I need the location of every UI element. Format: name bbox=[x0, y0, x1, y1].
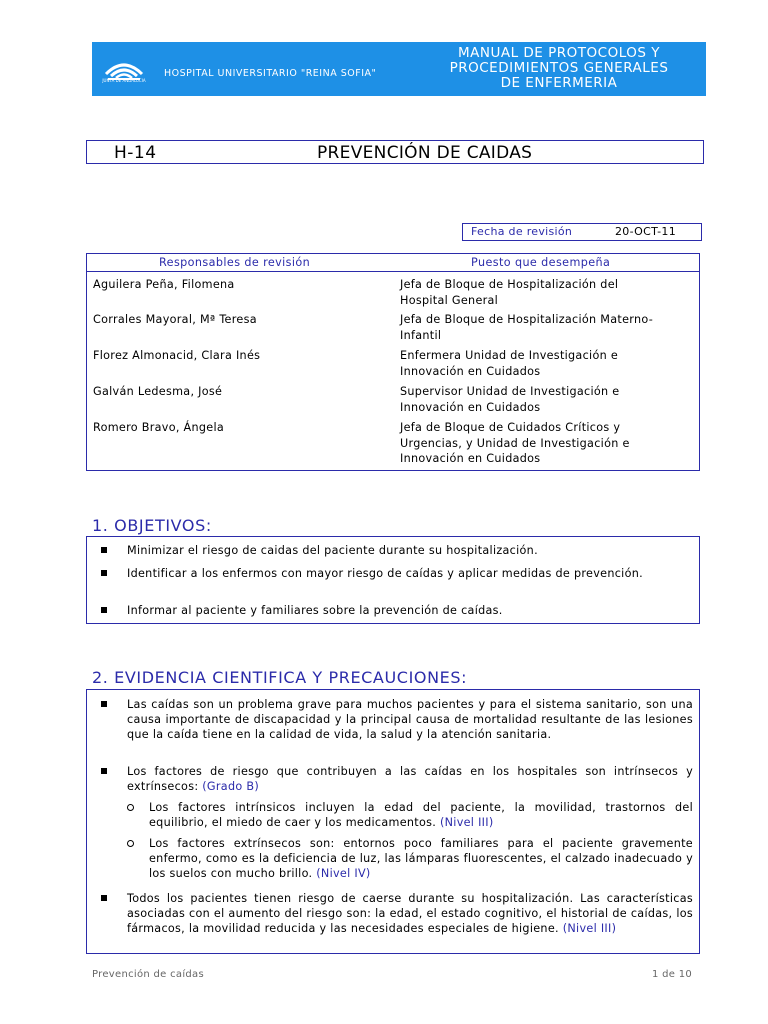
header-responsables: Responsables de revisión bbox=[159, 256, 311, 269]
list-item: Informar al paciente y familiares sobre la prevención de caídas. bbox=[127, 604, 503, 617]
bullet-icon bbox=[101, 701, 107, 707]
row-position: Jefa de Bloque de Hospitalización Materno- Infantil bbox=[400, 313, 654, 342]
page-title: PREVENCIÓN DE CAIDAS bbox=[317, 143, 533, 163]
document-title-box bbox=[86, 140, 704, 164]
table-divider bbox=[87, 271, 699, 272]
revision-label: Fecha de revisión bbox=[471, 225, 573, 238]
list-item: Todos los pacientes tienen riesgo de caerse durante su hospitalización. Las características asociadas con el aumento del riesgo son: la edad, el estado cognitivo, el historial de caídas, los fármacos, la movilidad reducida y las necesidades especiales de higiene. (Nivel III) bbox=[127, 892, 693, 936]
row-name: Aguilera Peña, Filomena bbox=[93, 278, 235, 291]
hospital-name: HOSPITAL UNIVERSITARIO "REINA SOFIA" bbox=[164, 68, 377, 79]
page-number: 1 de 10 bbox=[652, 969, 693, 980]
section-title-objetivos: 1. OBJETIVOS: bbox=[92, 516, 212, 535]
row-position: Supervisor Unidad de Investigación e Innovación en Cuidados bbox=[400, 385, 620, 414]
bullet-icon bbox=[101, 895, 107, 901]
revision-date: 20-OCT-11 bbox=[615, 225, 676, 238]
evidence-grade: (Grado B) bbox=[202, 780, 259, 794]
bullet-icon bbox=[101, 607, 107, 613]
bullet-icon bbox=[101, 547, 107, 553]
responsables-table bbox=[86, 253, 700, 471]
revision-date-box bbox=[462, 223, 702, 241]
manual-title: MANUAL DE PROTOCOLOS Y PROCEDIMIENTOS GENERALES DE ENFERMERIA bbox=[449, 45, 669, 91]
list-item: Las caídas son un problema grave para muchos pacientes y para el sistema sanitario, son una causa importante de discapacidad y la principal causa de mortalidad resultante de las lesiones que la caída tiene en la calidad de vida, la salud y la atención sanitaria. bbox=[127, 698, 693, 742]
sub-bullet-icon bbox=[127, 840, 134, 847]
list-item: Minimizar el riesgo de caidas del paciente durante su hospitalización. bbox=[127, 544, 538, 557]
evidence-level: (Nivel III) bbox=[562, 922, 617, 936]
section-title-evidencia: 2. EVIDENCIA CIENTIFICA Y PRECAUCIONES: bbox=[92, 668, 468, 687]
row-name: Galván Ledesma, José bbox=[93, 385, 223, 398]
header-banner bbox=[92, 42, 706, 96]
row-position: Jefa de Bloque de Hospitalización del Hospital General bbox=[400, 278, 619, 307]
row-name: Romero Bravo, Ángela bbox=[93, 421, 225, 434]
footer-title: Prevención de caídas bbox=[92, 969, 204, 980]
evidence-level: (Nivel III) bbox=[439, 816, 494, 830]
bullet-icon bbox=[101, 768, 107, 774]
logo-text: JUNTA DE ANDALUCIA bbox=[102, 78, 146, 83]
list-item: Los factores intrínsicos incluyen la edad del paciente, la movilidad, trastornos del equilibrio, el miedo de caer y los medicamentos. (Nivel III) bbox=[149, 801, 693, 830]
bullet-icon bbox=[101, 570, 107, 576]
sub-bullet-icon bbox=[127, 804, 134, 811]
document-code: H-14 bbox=[114, 143, 157, 163]
list-item: Identificar a los enfermos con mayor riesgo de caídas y aplicar medidas de prevención. bbox=[127, 567, 643, 580]
objetivos-box bbox=[86, 536, 700, 624]
row-name: Florez Almonacid, Clara Inés bbox=[93, 349, 261, 362]
evidence-level: (Nivel IV) bbox=[316, 867, 371, 881]
row-name: Corrales Mayoral, Mª Teresa bbox=[93, 313, 257, 326]
row-position: Jefa de Bloque de Cuidados Críticos y Urgencias, y Unidad de Investigación e Innovación en Cuidados bbox=[400, 421, 630, 465]
list-item: Los factores extrínsecos son: entornos poco familiares para el paciente gravemente enfermo, como es la deficiencia de luz, las lámparas fluorescentes, el calzado inadecuado y los suelos con mucho brillo. (Nivel IV) bbox=[149, 837, 693, 881]
header-puesto: Puesto que desempeña bbox=[471, 256, 611, 269]
evidencia-box bbox=[86, 689, 700, 954]
list-item: Los factores de riesgo que contribuyen a las caídas en los hospitales son intrínsecos y extrínsecos: (Grado B) bbox=[127, 765, 693, 794]
row-position: Enfermera Unidad de Investigación e Innovación en Cuidados bbox=[400, 349, 619, 378]
